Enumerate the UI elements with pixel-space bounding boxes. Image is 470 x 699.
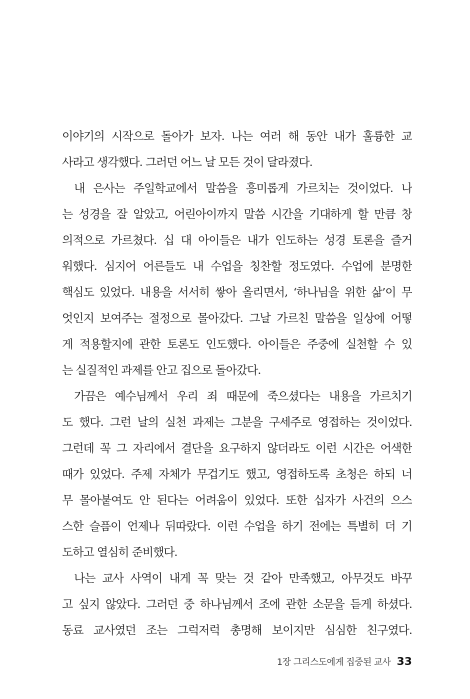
text-line: 도 했다. 그런 날의 실천 과제는 그분을 구세주로 영접하는 것이었다. bbox=[62, 415, 412, 429]
text-line: 가끔은 예수님께서 우리 죄 때문에 죽으셨다는 내용을 가르치기 bbox=[74, 389, 412, 403]
text-line: 무 몰아붙여도 안 된다는 어려움이 있었다. 또한 십자가 사건의 으스 bbox=[62, 493, 412, 507]
text-line: 고 싶지 않았다. 그러던 중 하나님께서 조에 관한 소문을 듣게 하셨다. bbox=[62, 597, 412, 611]
text-line: 게 적용할지에 관한 토론도 인도했다. 아이들은 주중에 실천할 수 있 bbox=[62, 337, 412, 351]
text-line: 핵심도 있었다. 내용을 서서히 쌓아 올리면서, ‘하나님을 위한 삶’이 무 bbox=[62, 285, 412, 299]
text-line: 동료 교사였던 조는 그럭저럭 총명해 보이지만 심심한 친구였다. bbox=[62, 623, 412, 637]
text-line: 그런데 꼭 그 자리에서 결단을 요구하지 않더라도 이런 시간은 어색한 bbox=[62, 441, 412, 455]
text-line: 사라고 생각했다. 그러던 어느 날 모든 것이 달라졌다. bbox=[62, 155, 313, 169]
text-line: 워했다. 심지어 어른들도 내 수업을 칭찬할 정도였다. 수업에 분명한 bbox=[62, 259, 412, 273]
running-footer-chapter-title: 1장 그리스도에게 집중된 교사 bbox=[276, 658, 391, 668]
text-line: 때가 있었다. 주제 자체가 무겁기도 했고, 영접하도록 초청은 하되 너 bbox=[62, 467, 412, 481]
text-line: 는 성경을 잘 알았고, 어린아이까지 말씀 시간을 기대하게 할 만큼 창 bbox=[62, 207, 412, 221]
page-number: 33 bbox=[396, 655, 412, 668]
text-line: 의적으로 가르쳤다. 십 대 아이들은 내가 인도하는 성경 토론을 즐거 bbox=[62, 233, 412, 247]
body-text bbox=[62, 123, 412, 643]
text-line: 는 실질적인 과제를 안고 집으로 돌아갔다. bbox=[62, 363, 261, 377]
text-line: 엇인지 보여주는 절정으로 몰아갔다. 그날 가르친 말씀을 일상에 어떻 bbox=[62, 311, 412, 325]
text-line: 도하고 열심히 준비했다. bbox=[62, 545, 178, 559]
text-line: 이야기의 시작으로 돌아가 보자. 나는 여러 해 동안 내가 훌륭한 교 bbox=[62, 129, 412, 143]
text-line: 내 은사는 주일학교에서 말씀을 흥미롭게 가르치는 것이었다. 나 bbox=[74, 181, 412, 195]
page-footer bbox=[200, 650, 412, 669]
text-line: 스한 슬픔이 언제나 뒤따랐다. 이런 수업을 하기 전에는 특별히 더 기 bbox=[62, 519, 412, 533]
text-line: 나는 교사 사역이 내게 꼭 맞는 것 같아 만족했고, 아무것도 바꾸 bbox=[74, 571, 412, 585]
